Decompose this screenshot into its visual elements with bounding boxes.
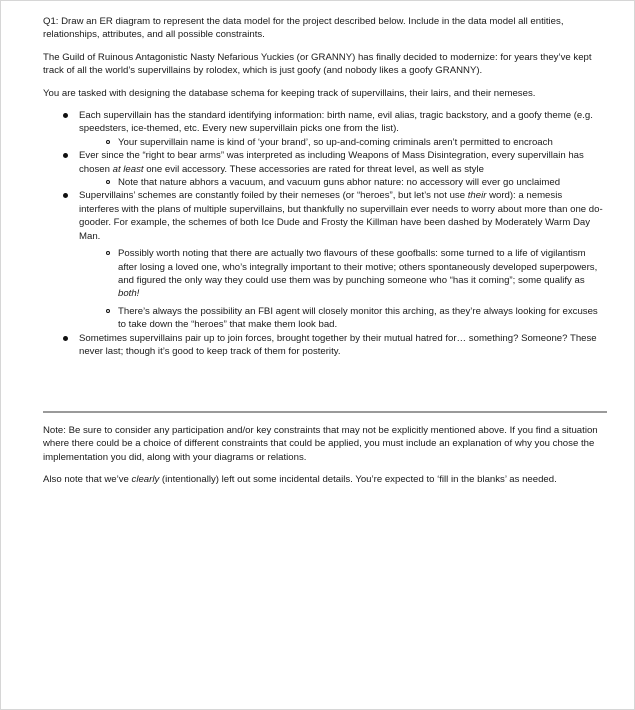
bullet-accessories [43,149,603,176]
note-incidental [43,473,603,486]
bullet-alliances-text: Sometimes supervillains pair up to join forces, brought together by their mutual hatred for… something? Someone? These never last; though it’s good to keep track of them for posterity. [79,332,597,357]
bullet-accessories-emphasis: at least [112,163,144,175]
bullet-nemeses-emphasis: their [467,190,487,202]
sub-bullet-brand [43,136,603,149]
sub-bullet-flavours-emphasis: both! [118,288,140,300]
bullet-accessories-text-b: one evil accessory. These accessories are rated for threat level, as well as style [143,163,484,175]
note-incidental-text-a: Also note that we’ve [43,474,132,486]
sub-bullet-flavours [43,247,603,301]
bullet-identity [43,109,603,136]
bullet-accessories-text-a: Ever since the “right to bear arms” was interpreted as including Weapons of Mass Disintegration, every supervillain has chosen [79,150,584,175]
sub-bullet-fbi-text: There’s always the possibility an FBI agent will closely monitor this arching, as they’re always looking for excuses to take down the “heroes” that make them look bad. [118,305,598,331]
section-divider [43,411,607,413]
bullet-nemeses-text-a: Supervillains’ schemes are constantly foiled by their nemeses (or “heroes”, but let’s not use [79,190,468,202]
sub-bullet-vacuum-text: Note that nature abhors a vacuum, and vacuum guns abhor nature: no accessory will ever go unclaimed [118,177,561,189]
requirements-list [43,109,603,358]
question-title: Q1: Draw an ER diagram to represent the data model for the project described below. Include in the data model all entities, relationships, attributes, and all possible constraints. [43,16,564,41]
notes-section [43,424,603,496]
intro-paragraph: The Guild of Ruinous Antagonistic Nasty Nefarious Yuckies (or GRANNY) has finally decided to modernize: for years they’ve kept track of all the world’s supervillains by rolodex, which is just goofy (and nobody likes a goofy GRANNY). [43,51,592,77]
bullet-identity-text: Each supervillain has the standard identifying information: birth name, evil alias, tragic backstory, and a goofy theme (e.g. speedsters, ice-themed, etc. Every new supervillain picks one from the list). [79,110,593,135]
note-incidental-text-b: (intentionally) left out some incidental details. You’re expected to ‘fill in the blanks’ as needed. [159,474,557,486]
sub-bullet-vacuum [43,176,603,189]
note-incidental-emphasis: clearly [131,474,160,486]
sub-bullet-flavours-text: Possibly worth noting that there are actually two flavours of these goofballs: some turned to a life of vigilantism after losing a loved one, who’s integrally important to their motive; others spontaneously developed superpowers, and figured the only way they could use them was by punching someone who “has it coming”; some qualify as [118,248,598,286]
sub-bullet-brand-text: Your supervillain name is kind of ‘your brand’, so up-and-coming criminals aren’t permitted to encroach [118,136,553,148]
bullet-alliances [43,332,603,359]
bullet-nemeses [43,189,603,243]
bullet-nemeses-text-b: word): a nemesis interferes with the plans of multiple supervillains, but thankfully no supervillain ever needs to worry about more than one do-gooder. For example, the schemes of both Ice Dude and Frosty the Killman have been dashed by Moderately Warm Day Man. [79,190,603,242]
note-constraints: Note: Be sure to consider any participation and/or key constraints that may not be explicitly mentioned above. If you find a situation where there could be a choice of different constraints that could be applied, you must include an explanation of why you chose the implementation you did, along with your diagrams or relations. [43,425,598,463]
sub-bullet-fbi [43,305,603,332]
task-paragraph: You are tasked with designing the database schema for keeping track of supervillains, their lairs, and their nemeses. [43,87,536,99]
question-body [43,15,603,358]
